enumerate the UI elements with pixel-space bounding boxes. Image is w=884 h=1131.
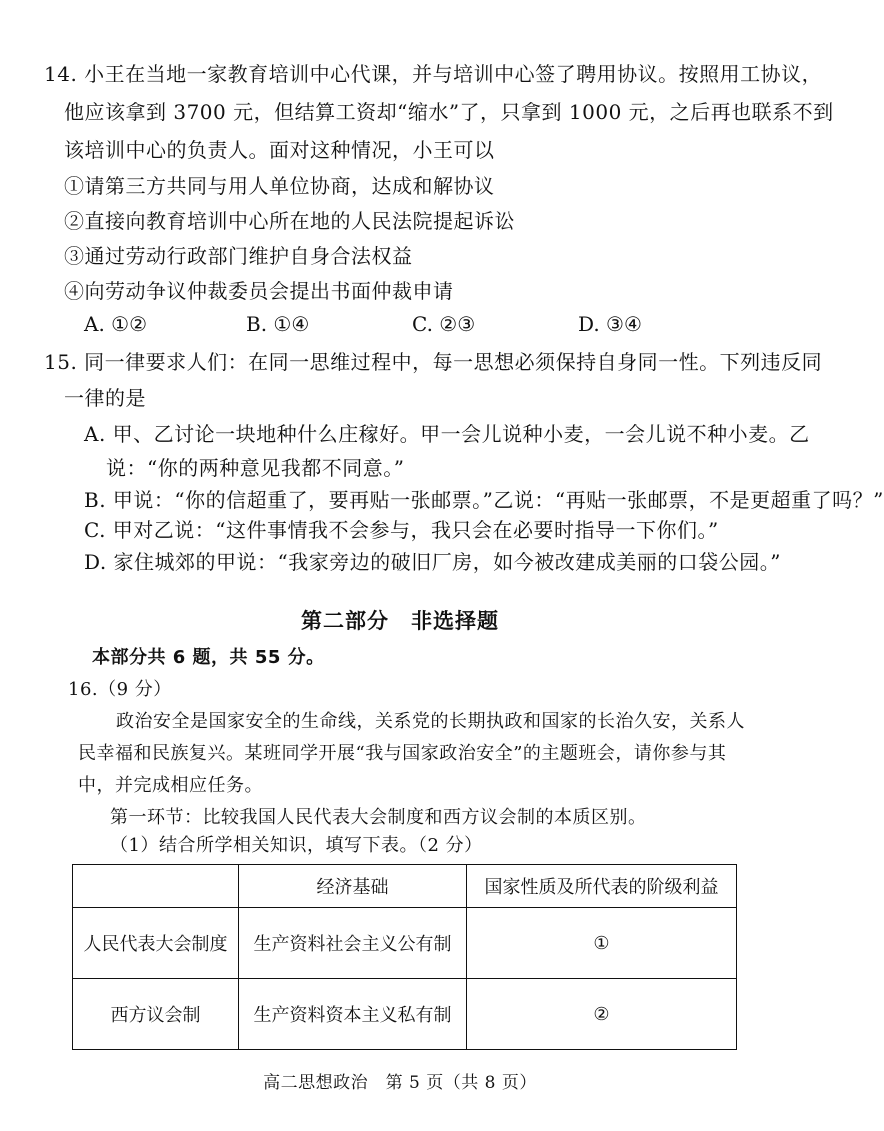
q16-header: 16.（9 分）: [68, 679, 172, 700]
comparison-table: [72, 864, 737, 1050]
table-header-row: [73, 865, 737, 908]
q14-stem-line-2: 他应该拿到 3700 元，但结算工资却“缩水”了，只拿到 1000 元，之后再也联系不到: [64, 100, 834, 124]
q16-passage-line-3: 中，并完成相应任务。: [78, 775, 263, 796]
table-header-cell: 国家性质及所代表的阶级利益: [467, 865, 737, 908]
table-answer-cell[interactable]: ②: [467, 979, 737, 1050]
q14-option-d[interactable]: D. ③④: [578, 312, 642, 336]
q14-item-3: ③通过劳动行政部门维护自身合法权益: [64, 244, 413, 268]
q15-option-b[interactable]: B. 甲说：“你的信超重了，要再贴一张邮票。”乙说：“再贴一张邮票，不是更超重了吗？”: [84, 488, 884, 512]
q14-option-a[interactable]: A. ①②: [84, 312, 148, 336]
table-cell: 生产资料社会主义公有制: [239, 908, 467, 979]
q16-step1: 第一环节：比较我国人民代表大会制度和西方议会制的本质区别。: [110, 807, 647, 828]
q15-option-c[interactable]: C. 甲对乙说：“这件事情我不会参与，我只会在必要时指导一下你们。”: [84, 518, 719, 542]
q15-option-a-cont[interactable]: 说：“你的两种意见我都不同意。”: [106, 456, 405, 480]
q15-stem-line-1: 15. 同一律要求人们：在同一思维过程中，每一思想必须保持自身同一性。下列违反同: [44, 350, 823, 374]
table-cell: 西方议会制: [73, 979, 239, 1050]
part2-intro: 本部分共 6 题，共 55 分。: [92, 647, 325, 668]
q14-item-1: ①请第三方共同与用人单位协商，达成和解协议: [64, 174, 495, 198]
q16-sub1: （1）结合所学相关知识，填写下表。（2 分）: [110, 835, 483, 856]
table-cell: 生产资料资本主义私有制: [239, 979, 467, 1050]
table-row: [73, 908, 737, 979]
q16-passage-line-1: 政治安全是国家安全的生命线，关系党的长期执政和国家的长治久安，关系人: [116, 711, 745, 732]
table-answer-cell[interactable]: ①: [467, 908, 737, 979]
q14-options: [84, 312, 744, 336]
table-cell: 人民代表大会制度: [73, 908, 239, 979]
q15-option-a[interactable]: A. 甲、乙讨论一块地种什么庄稼好。甲一会儿说种小麦，一会儿说不种小麦。乙: [84, 422, 810, 446]
q14-item-4: ④向劳动争议仲裁委员会提出书面仲裁申请: [64, 279, 454, 303]
q15-stem-line-2: 一律的是: [64, 386, 146, 410]
q14-stem-line-3: 该培训中心的负责人。面对这种情况，小王可以: [64, 138, 495, 162]
part2-title: 第二部分 非选择题: [301, 609, 499, 633]
q14-item-2: ②直接向教育培训中心所在地的人民法院提起诉讼: [64, 209, 515, 233]
q15-option-d[interactable]: D. 家住城郊的甲说：“我家旁边的破旧厂房，如今被改建成美丽的口袋公园。”: [84, 550, 781, 574]
table-header-cell: 经济基础: [239, 865, 467, 908]
page-footer: 高二思想政治 第 5 页（共 8 页）: [263, 1073, 537, 1093]
table-header-cell: [73, 865, 239, 908]
q14-option-b[interactable]: B. ①④: [246, 312, 310, 336]
q14-stem-line-1: 14. 小王在当地一家教育培训中心代课，并与培训中心签了聘用协议。按照用工协议，: [44, 62, 823, 86]
table-row: [73, 979, 737, 1050]
q14-option-c[interactable]: C. ②③: [412, 312, 476, 336]
q16-passage-line-2: 民幸福和民族复兴。某班同学开展“我与国家政治安全”的主题班会，请你参与其: [78, 743, 727, 764]
